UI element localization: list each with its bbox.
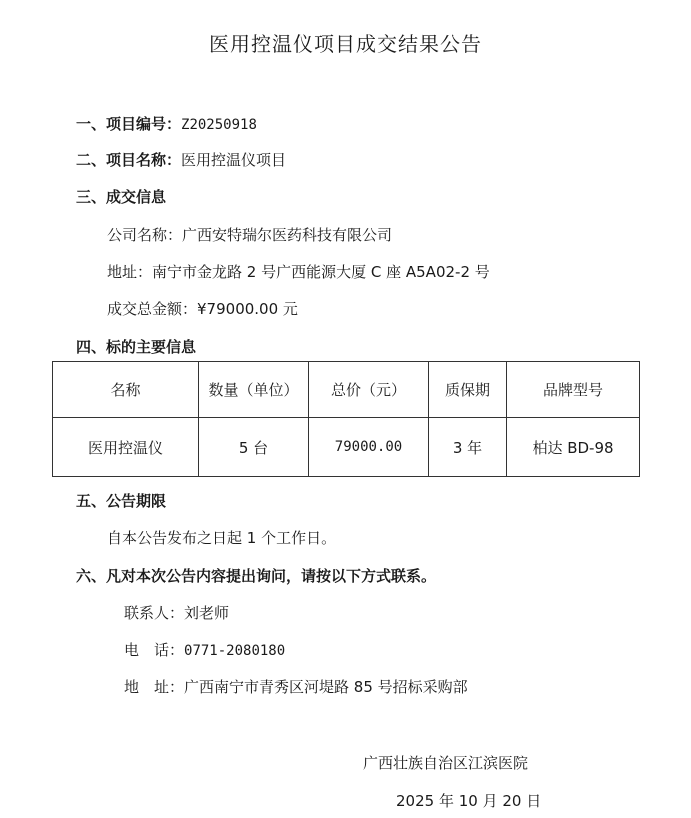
address-line: [107, 262, 490, 282]
contact-value: 刘老师: [184, 604, 230, 622]
section-project-number: [76, 114, 257, 135]
phone-value: 0771-2080180: [184, 643, 286, 659]
address-value: 南宁市金龙路 2 号广西能源大厦 C 座 A5A02-2 号: [152, 263, 490, 281]
contact-address-line: [124, 677, 468, 697]
company-label: 公司名称：: [107, 226, 183, 244]
page-title: 医用控温仪项目成交结果公告: [209, 32, 482, 56]
table-cell: 5 台: [199, 418, 309, 477]
contact-address-label: 地 址：: [124, 678, 185, 696]
contact-address-value: 广西南宁市青秀区河堤路 85 号招标采购部: [184, 678, 468, 696]
contact-person-line: [124, 603, 229, 623]
project-number-label: 一、项目编号：: [76, 115, 182, 133]
table-cell: 柏达 BD-98: [507, 418, 640, 477]
table-cell: 3 年: [429, 418, 507, 477]
phone-line: [124, 640, 285, 661]
column-header: 名称: [53, 362, 199, 418]
section-subject-heading: 四、标的主要信息: [76, 338, 197, 356]
issuing-organization: 广西壮族自治区江滨医院: [363, 754, 529, 772]
project-number-value: Z20250918: [181, 117, 257, 133]
section-period-heading: 五、公告期限: [76, 492, 167, 510]
column-header: 数量（单位）: [199, 362, 309, 418]
table-cell: 医用控温仪: [53, 418, 199, 477]
column-header: 品牌型号: [507, 362, 640, 418]
subject-info-table: [52, 361, 640, 477]
company-value: 广西安特瑞尔医药科技有限公司: [182, 226, 393, 244]
section-contact-heading: 六、凡对本次公告内容提出询问，请按以下方式联系。: [76, 567, 437, 585]
table-header-row: [53, 362, 640, 418]
amount-label: 成交总金额：: [107, 300, 198, 318]
project-name-label: 二、项目名称：: [76, 151, 182, 169]
section-project-name: [76, 150, 286, 170]
period-text: 自本公告发布之日起 1 个工作日。: [107, 529, 337, 547]
issue-date: 2025 年 10 月 20 日: [396, 792, 542, 810]
column-header: 质保期: [429, 362, 507, 418]
address-label: 地址：: [107, 263, 153, 281]
amount-line: [107, 299, 298, 319]
table-row: [53, 418, 640, 477]
amount-value: ¥79000.00 元: [197, 300, 298, 318]
section-deal-heading: 三、成交信息: [76, 188, 167, 206]
contact-label: 联系人：: [124, 604, 185, 622]
table-cell: 79000.00: [309, 418, 429, 477]
phone-label: 电 话：: [124, 641, 185, 659]
company-line: [107, 225, 392, 245]
column-header: 总价（元）: [309, 362, 429, 418]
project-name-value: 医用控温仪项目: [181, 151, 287, 169]
